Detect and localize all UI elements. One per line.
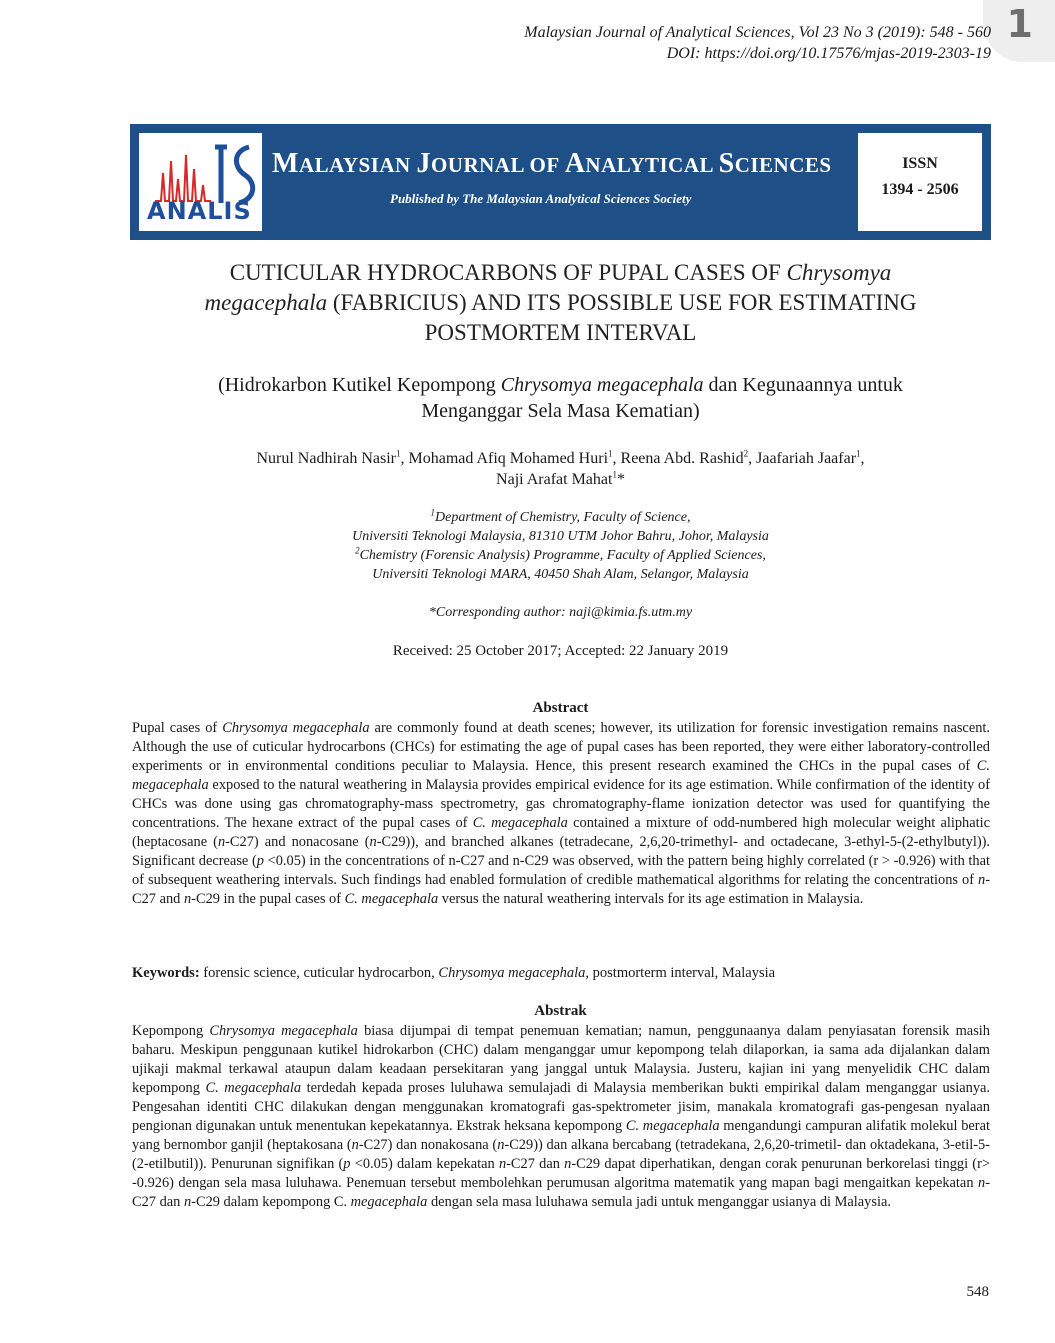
abstrak-text: Kepompong Chrysomya megacephala biasa dijumpai di tempat penemuan kematian; namun, penggunaanya dalam penyiasatan forensik masih baharu. Meskipun penggunaan kutikel hidrokarbon (CHC) dalam menganggar umur kepompong telah dilaporkan, ia sama ada dijalankan dalam ujikaji makmal terkawal ataupun dalam keadaan persekitaran yang janggal untuk Malaysia. Justeru, kajian ini yang menyelidik CHC dalam kepompong C. megacephala terdedah kepada proses luluhawa semulajadi di Malaysia memberikan bukti empirikal dalam menganggar usianya. Pengesahan identiti CHC dilakukan dengan menggunakan kromatografi gas-spektrometer jisim, manakala kromatografi gas-pengesan nyalaan pengionan digunakan untuk menentukan kepekatannya. Ekstrak heksana kepompong C. megacephala mengandungi campuran alifatik molekul berat yang bernombor ganjil (heptakosana (n-C27) dan nonakosana (n-C29)) dan alkana bercabang (tetradekana, 2,6,20-trimetil- dan oktadekana, 3-etil-5-(2-etilbutil)). Penurunan signifikan (p <0.05) dalam kepekatan n-C27 dan n-C29 dapat diperhatikan, dengan corak penurunan berkorelasi tinggi (r> -0.926) dengan sela masa luluhawa. Penemuan tersebut membolehkan perumusan algoritma matematik yang mapan bagi mengaitkan kepekatan n-C27 dan n-C29 dalam kepompong C. megacephala dengan sela masa luluhawa semula jadi untuk menganggar usianya di Malaysia. bbox=[132, 1023, 991, 1210]
received-dates: Received: 25 October 2017; Accepted: 22 January 2019 bbox=[392, 643, 729, 659]
issn-box bbox=[858, 133, 982, 231]
paper-title: CUTICULAR HYDROCARBONS OF PUPAL CASES OF Chrysomya megacephala (FABRICIUS) AND ITS POSSIBLE USE FOR ESTIMATING POSTMORTEM INTERVAL bbox=[204, 260, 917, 345]
doi-line: DOI: https://doi.org/10.17576/mjas-2019-2303-19 bbox=[666, 45, 991, 62]
citation-header bbox=[524, 22, 991, 64]
journal-title: MALAYSIAN JOURNAL OF ANALYTICAL SCIENCES bbox=[272, 148, 832, 179]
abstrak-heading: Abstrak bbox=[534, 1003, 587, 1019]
citation-line: Malaysian Journal of Analytical Sciences, Vol 23 No 3 (2019): 548 - 560 bbox=[524, 24, 991, 41]
journal-logo bbox=[139, 133, 262, 231]
issn-label: ISSN bbox=[902, 155, 938, 172]
journal-banner bbox=[130, 124, 991, 240]
logo-text: ANALIS bbox=[147, 197, 252, 225]
abstract-text: Pupal cases of Chrysomya megacephala are commonly found at death scenes; however, its utilization for forensic investigation remains nascent. Although the use of cuticular hydrocarbons (CHCs) for estimating the age of pupal cases has been reported, they were either laboratory-controlled experiments or in environmental conditions peculiar to Malaysia. Hence, this present research examined the CHCs in the pupal cases of C. megacephala exposed to the natural weathering in Malaysia provides empirical evidence for its age estimation. While confirmation of the identity of CHCs was done using gas chromatography-mass spectrometry, gas chromatography-flame ionization detector was used for quantifying the concentrations. The hexane extract of the pupal cases of C. megacephala contained a mixture of odd-numbered high molecular weight aliphatic (heptacosane (n-C27) and nonacosane (n-C29)), and branched alkanes (tetradecane, 2,6,20-trimethyl- and octadecane, 3-ethyl-5-(2-ethylbutyl)). Significant decrease (p <0.05) in the concentrations of n-C27 and n-C29 was observed, with the pattern being highly correlated (r > -0.926) with that of subsequent weathering intervals. Such findings had enabled formulation of credible mathematical algorithms for relating the concentrations of n-C27 and n-C29 in the pupal cases of C. megacephala versus the natural weathering intervals for its age estimation in Malaysia. bbox=[132, 720, 991, 907]
page-tab bbox=[983, 0, 1055, 62]
paper-subtitle: (Hidrokarbon Kutikel Kepompong Chrysomya megacephala dan Kegunaannya untuk Menganggar Sela Masa Kematian) bbox=[218, 374, 903, 422]
abstract-heading: Abstract bbox=[532, 700, 589, 716]
affiliations: $^1$Department of Chemistry, Faculty of Science, Universiti Teknologi Malaysia, 81310 UTM Johor Bahru, Johor, Malaysia $^2$Chemistry (Forensic Analysis) Programme, Faculty of Applied Sciences, Universiti Teknologi MARA, 40450 Shah Alam, Selangor, Malaysia bbox=[352, 507, 769, 582]
page-number: 548 bbox=[966, 1284, 989, 1300]
corresponding-author: *Corresponding author: naji@kimia.fs.utm.my bbox=[428, 605, 693, 620]
keywords: Keywords: forensic science, cuticular hydrocarbon, Chrysomya megacephala, postmorterm interval, Malaysia bbox=[132, 965, 776, 981]
author-list: Nurul Nadhirah Nasir$^1$, Mohamad Afiq Mohamed Huri$^1$, Reena Abd. Rashid$^2$, Jaafariah Jaafar$^1$, Naji Arafat Mahat$^1$* bbox=[256, 448, 865, 488]
issn-value: 1394 - 2506 bbox=[881, 181, 959, 198]
publisher-line: Published by The Malaysian Analytical Sciences Society bbox=[390, 191, 692, 206]
page-tab-number: 1 bbox=[1006, 2, 1033, 46]
